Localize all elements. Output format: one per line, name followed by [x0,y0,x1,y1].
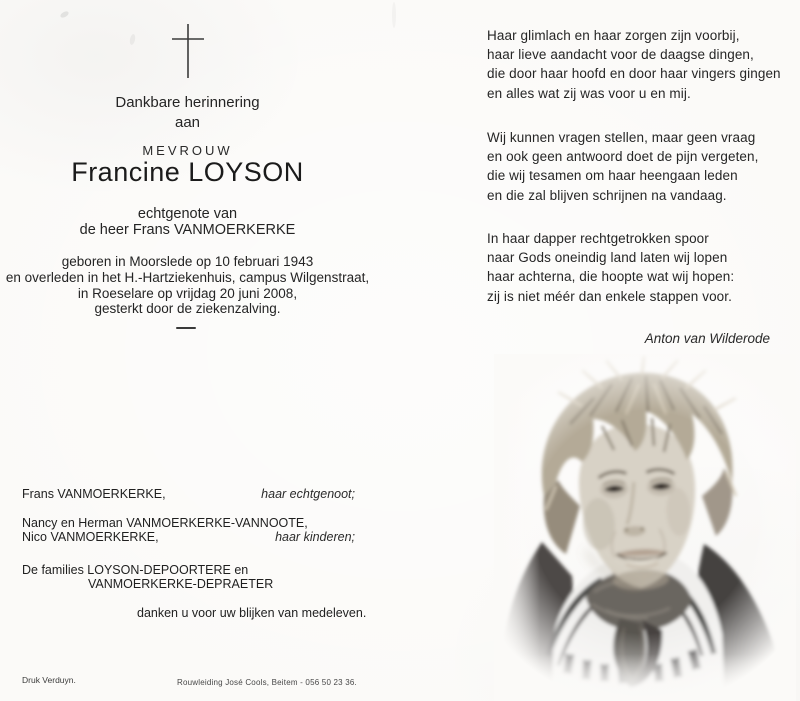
poem-line: Wij kunnen vragen stellen, maar geen vraag [487,130,756,145]
thanks-line: danken u voor uw blijken van medeleven. [137,606,367,620]
poem-author: Anton van Wilderode [644,331,770,346]
family-name-line: De families LOYSON-DEPOORTERE en [22,563,249,577]
relation-label: haar kinderen; [275,530,355,544]
honorific: MEVROUW [142,143,233,158]
poem-line: die wij tesamen om haar heengaan leden [487,168,738,184]
deceased-name: Francine LOYSON [71,157,304,187]
family-member-name: Nancy en Herman VANMOERKERKE-VANNOOTE, [22,516,308,530]
family-families-row [22,563,355,577]
poem-line: Haar glimlach en haar zorgen zijn voorbij, [487,28,740,43]
separator-dash [176,327,196,329]
portrait-photo [494,354,796,701]
life-dates-line: geboren in Moorslede op 10 februari 1943 [61,254,314,269]
poem-line: en die zal blijven schrijnen na vandaag. [487,187,727,203]
poem-stanza [487,229,734,306]
poem-stanza [487,26,781,103]
cross-icon [169,20,207,82]
life-dates-line: gesterkt door de ziekenzalving. [94,301,281,316]
family-families-row [22,577,421,591]
printer-credit: Druk Verduyn. [22,675,76,685]
relation-label: haar echtgenoot; [261,487,355,501]
scan-smudge [129,34,136,46]
life-dates-line: en overleden in het H.-Hartziekenhuis, campus Wilgenstraat, [5,270,370,285]
spouse-line: echtgenote van [137,206,238,222]
family-member-name: Nico VANMOERKERKE, [22,530,159,544]
poem-line: zij is niet méér dan enkele stappen voor. [487,288,732,304]
life-dates-line: in Roeselare op vrijdag 20 juni 2008, [77,286,298,301]
funeral-service-credit: Rouwleiding José Cools, Beitem - 056 50 23 36. [177,678,357,687]
poem-line: haar lieve aandacht voor de daagse dingen, [487,47,754,63]
family-name-line: VANMOERKERKE-DEPRAETER [88,577,274,591]
family-children-row [22,516,355,530]
poem-line: naar Gods oneindig land laten wij lopen [487,250,728,266]
scan-smudge [392,2,396,28]
spouse-line: de heer Frans VANMOERKERKE [79,222,296,238]
family-husband-row [22,487,355,501]
scan-smudge [59,10,69,19]
poem-line: en alles wat zij was voor u en mij. [487,85,691,101]
poem-line: en ook geen antwoord doet de pijn vergeten, [487,149,759,165]
memorial-heading-line: aan [174,114,201,131]
poem-line: die door haar hoofd en door haar vingers gingen [487,66,781,82]
poem-line: In haar dapper rechtgetrokken spoor [487,231,709,246]
memorial-heading-line: Dankbare herinnering [115,94,260,111]
poem-line: haar achterna, die hoopte wat wij hopen: [487,269,735,285]
poem-stanza [487,128,759,205]
family-member-name: Frans VANMOERKERKE, [22,487,166,501]
family-children-row [22,530,355,544]
